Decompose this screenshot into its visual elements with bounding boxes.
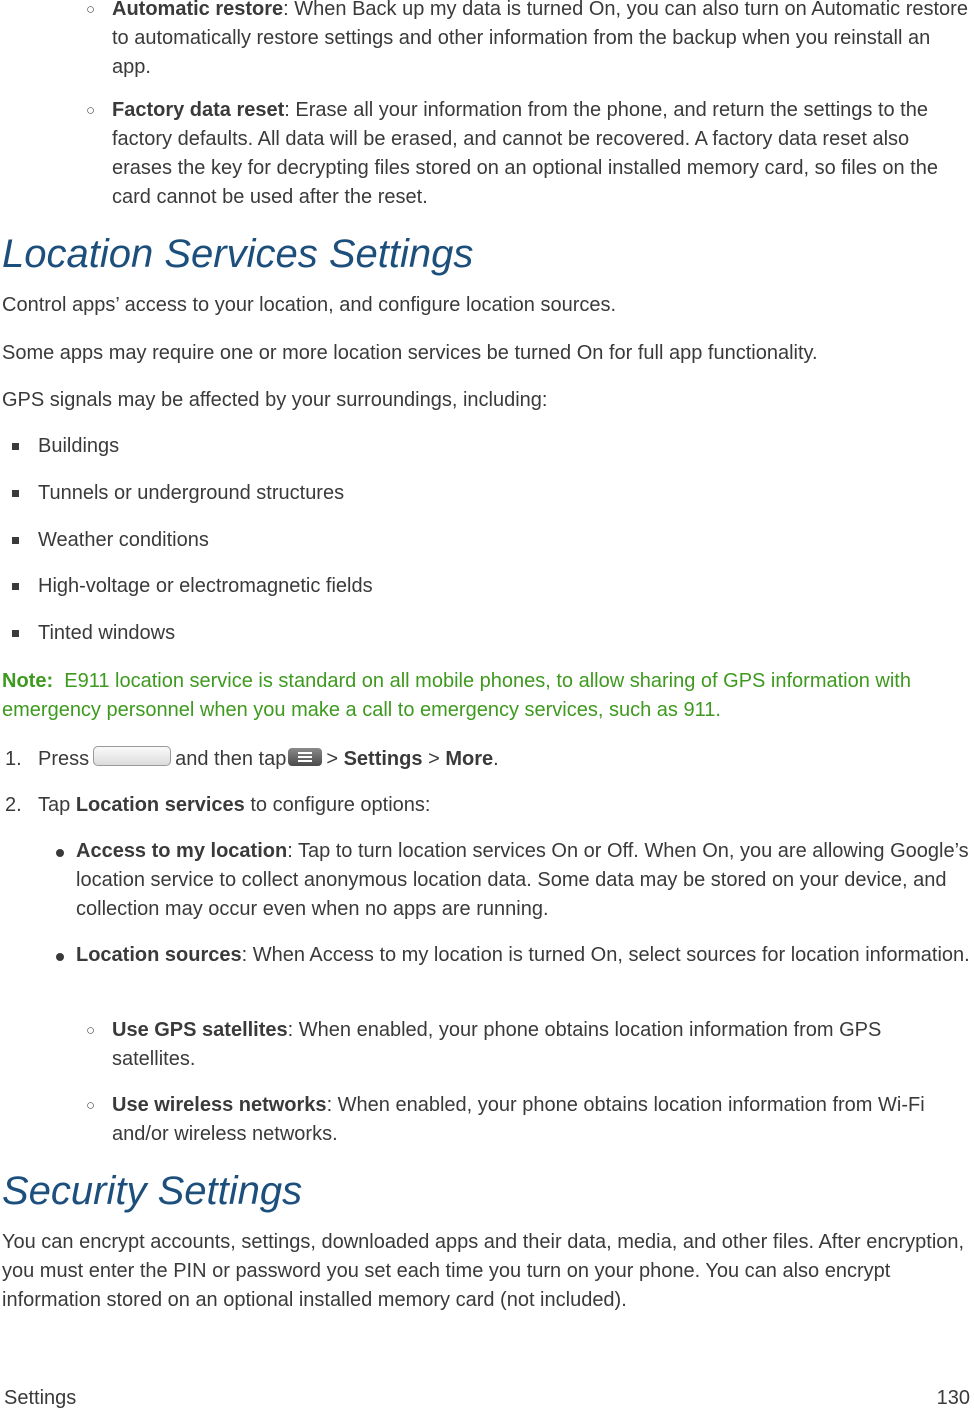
description: : When enabled, your phone obtains location information from Wi-Fi and/or wireless networks. <box>112 1094 925 1145</box>
square-bullet-icon <box>12 490 19 497</box>
note <box>2 667 956 725</box>
option-location-sources <box>76 941 970 970</box>
term: Factory data reset <box>112 99 285 121</box>
page-number: 130 <box>936 1387 970 1409</box>
term: Automatic restore <box>112 0 284 20</box>
description: : When Access to my location is turned On, select sources for location information. <box>241 944 970 966</box>
step-text: to configure options: <box>250 794 431 816</box>
term: Location sources <box>76 944 242 966</box>
security-body: You can encrypt accounts, settings, downloaded apps and their data, media, and other files. After encryption, you must enter the PIN or password you set each time you turn on your phone. You can also encrypt information stored on an optional installed memory card (not included). <box>2 1231 965 1311</box>
list-item: Weather conditions <box>38 529 209 551</box>
description: : When enabled, your phone obtains location information from GPS satellites. <box>112 1019 882 1070</box>
step-number: 1. <box>5 748 22 770</box>
list-item: Tunnels or underground structures <box>38 482 345 504</box>
note-text: E911 location service is standard on all mobile phones, to allow sharing of GPS information with emergency personnel when you make a call to emergency services, such as 911. <box>2 670 911 721</box>
separator: > <box>428 748 440 770</box>
source-wireless <box>86 1091 970 1149</box>
step-1 <box>38 745 499 774</box>
term: Use wireless networks <box>112 1094 327 1116</box>
term: Access to my location <box>76 840 288 862</box>
step-text: Tap <box>38 794 71 816</box>
location-intro-3: GPS signals may be affected by your surroundings, including: <box>2 389 548 411</box>
source-gps <box>86 1016 970 1074</box>
location-intro-2: Some apps may require one or more location services be turned On for full app functionality. <box>2 342 818 364</box>
settings-label: Settings <box>343 748 423 770</box>
square-bullet-icon <box>12 537 19 544</box>
list-item: Buildings <box>38 435 120 457</box>
list-item: High-voltage or electromagnetic fields <box>38 575 373 597</box>
security-heading: Security Settings <box>2 1169 303 1213</box>
hollow-bullet-icon: ○ <box>86 102 96 119</box>
square-bullet-icon <box>12 630 19 637</box>
more-label: More <box>445 748 494 770</box>
backup-item-automatic-restore <box>86 0 970 82</box>
square-bullet-icon <box>12 443 19 450</box>
menu-key-icon <box>288 748 322 766</box>
description: : Erase all your information from the phone, and return the settings to the factory defaults. All data will be erased, and cannot be recovered. A factory data reset also erases the key for decrypting files stored on an optional installed memory card, so files on the card cannot be used after the reset. <box>112 99 938 208</box>
punctuation: . <box>493 748 499 770</box>
backup-item-factory-reset <box>86 96 970 212</box>
location-services-label: Location services <box>75 794 245 816</box>
round-bullet-icon <box>56 953 64 961</box>
description: : Tap to turn location services On or Off. When On, you are allowing Google’s location service to collect anonymous location data. Some data may be stored on your device, and collection may occur even when no apps are running. <box>76 840 969 920</box>
hollow-bullet-icon: ○ <box>86 1 96 18</box>
step-text: and then tap <box>175 748 287 770</box>
list-item: Tinted windows <box>38 622 176 644</box>
description: : When Back up my data is turned On, you can also turn on Automatic restore to automatically restore settings and other information from the backup when you reinstall an app. <box>112 0 968 78</box>
step-number: 2. <box>5 794 22 816</box>
separator: > <box>326 748 339 770</box>
hollow-bullet-icon: ○ <box>86 1022 96 1039</box>
home-key-icon <box>93 746 171 766</box>
option-access-location <box>76 837 970 924</box>
note-label: Note: <box>2 670 54 692</box>
footer-section: Settings <box>4 1387 77 1409</box>
square-bullet-icon <box>12 583 19 590</box>
step-2 <box>38 791 430 820</box>
location-intro-1: Control apps’ access to your location, and configure location sources. <box>2 294 617 316</box>
round-bullet-icon <box>56 849 64 857</box>
step-text: Press <box>38 748 90 770</box>
hollow-bullet-icon: ○ <box>86 1097 96 1114</box>
term: Use GPS satellites <box>112 1019 288 1041</box>
location-heading: Location Services Settings <box>2 232 474 276</box>
